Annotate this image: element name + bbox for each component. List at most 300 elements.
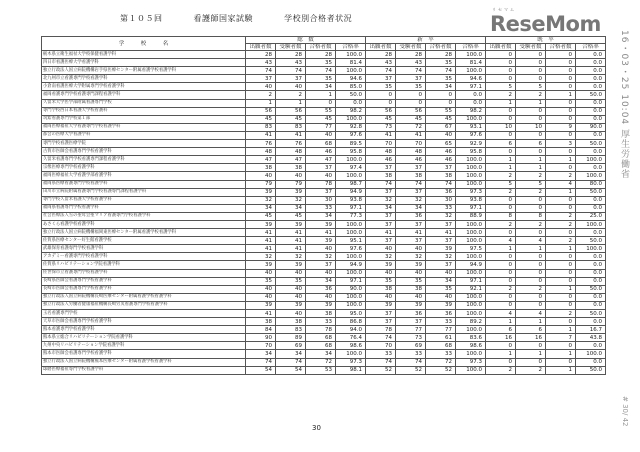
value-cell: 8: [516, 212, 546, 220]
value-cell: 78: [306, 180, 336, 188]
value-cell: 84: [246, 326, 276, 334]
school-name-cell: 福岡医療福祉大学看護学部看護学科: [42, 172, 246, 180]
table-row: [42, 301, 606, 309]
table-row: [42, 358, 606, 366]
value-cell: 40: [246, 172, 276, 180]
school-name-cell: 独立行政法人労働者健康福祉機構長崎労災看護専門学校看護学科: [42, 301, 246, 309]
value-cell: 0: [546, 204, 576, 212]
table-row: [42, 148, 606, 156]
value-cell: 37: [366, 310, 396, 318]
value-cell: 0: [546, 196, 576, 204]
value-cell: 37: [366, 75, 396, 83]
value-cell: 83: [246, 123, 276, 131]
value-cell: 41: [366, 229, 396, 237]
value-cell: 0: [396, 91, 426, 99]
value-cell: 1: [486, 245, 516, 253]
value-cell: 46: [306, 148, 336, 156]
value-cell: 47: [276, 156, 306, 164]
subcolumn-header: 合格者数: [426, 44, 456, 51]
school-name-cell: 久留米大学医学部附属看護専門学校: [42, 99, 246, 107]
value-cell: 39: [396, 301, 426, 309]
value-cell: 0: [546, 99, 576, 107]
value-cell: 2: [546, 237, 576, 245]
table-row: [42, 212, 606, 220]
value-cell: 100.0: [576, 156, 606, 164]
value-cell: 40: [276, 293, 306, 301]
value-cell: 86.8: [336, 318, 366, 326]
value-cell: 100.0: [456, 67, 486, 75]
value-cell: 97.3: [456, 188, 486, 196]
value-cell: 0.0: [576, 293, 606, 301]
value-cell: 1: [246, 99, 276, 107]
school-name-cell: 佐賀県医療センター好生館看護学校: [42, 237, 246, 245]
value-cell: 1: [546, 91, 576, 99]
value-cell: 32: [366, 196, 396, 204]
value-cell: 37: [396, 237, 426, 245]
school-name-cell: 都会の医療大学看護学科: [42, 131, 246, 139]
value-cell: 9: [546, 123, 576, 131]
value-cell: 37: [426, 220, 456, 228]
value-cell: 2: [486, 220, 516, 228]
value-cell: 72: [306, 358, 336, 366]
value-cell: 74: [396, 180, 426, 188]
value-cell: 0: [486, 204, 516, 212]
value-cell: 32: [366, 253, 396, 261]
value-cell: 0: [486, 196, 516, 204]
value-cell: 0.0: [576, 164, 606, 172]
value-cell: 38: [246, 164, 276, 172]
value-cell: 33: [366, 350, 396, 358]
value-cell: 5: [516, 180, 546, 188]
document-header: [120, 13, 380, 24]
value-cell: 94.9: [456, 261, 486, 269]
value-cell: 5: [486, 83, 516, 91]
table-row: [42, 220, 606, 228]
value-cell: 0.0: [576, 196, 606, 204]
value-cell: 1: [486, 350, 516, 358]
school-name-cell: 熊本県立総合リハビリテーション学院看護学科: [42, 334, 246, 342]
value-cell: 40: [276, 172, 306, 180]
value-cell: 37: [396, 75, 426, 83]
value-cell: 3: [546, 140, 576, 148]
value-cell: 0.0: [576, 301, 606, 309]
subcolumn-header: 合格者数: [546, 44, 576, 51]
table-row: [42, 237, 606, 245]
school-name-cell: 専門学校西日本看護大学校看護科: [42, 107, 246, 115]
value-cell: 47: [246, 156, 276, 164]
value-cell: 37: [396, 220, 426, 228]
value-cell: 78: [366, 326, 396, 334]
value-cell: 35: [306, 75, 336, 83]
value-cell: 37: [426, 261, 456, 269]
value-cell: 1: [486, 164, 516, 172]
value-cell: 74: [246, 358, 276, 366]
value-cell: 0.0: [576, 253, 606, 261]
value-cell: 0: [366, 91, 396, 99]
value-cell: 43.8: [576, 334, 606, 342]
value-cell: 40: [366, 269, 396, 277]
value-cell: 1: [486, 99, 516, 107]
page-number: 30: [312, 424, 321, 432]
value-cell: 50.0: [576, 285, 606, 293]
value-cell: 100.0: [456, 172, 486, 180]
school-name-cell: 福岡県医療看護専門学校看護学科: [42, 180, 246, 188]
value-cell: 38: [246, 318, 276, 326]
value-cell: 33: [306, 318, 336, 326]
value-cell: 40: [276, 310, 306, 318]
value-cell: 94.6: [336, 75, 366, 83]
value-cell: 0: [486, 269, 516, 277]
value-cell: 37: [366, 237, 396, 245]
value-cell: 1: [516, 99, 546, 107]
value-cell: 47: [306, 156, 336, 164]
value-cell: 36: [396, 310, 426, 318]
value-cell: 40: [306, 269, 336, 277]
value-cell: 39: [366, 261, 396, 269]
value-cell: 68: [306, 342, 336, 350]
value-cell: 5: [516, 83, 546, 91]
fax-page-marker: # 30/ 42: [621, 396, 629, 427]
value-cell: 0: [516, 269, 546, 277]
table-row: [42, 245, 606, 253]
value-cell: 100.0: [336, 229, 366, 237]
value-cell: 90: [246, 334, 276, 342]
value-cell: 38: [396, 285, 426, 293]
value-cell: 0.0: [576, 59, 606, 67]
value-cell: 0.0: [576, 269, 606, 277]
value-cell: 46: [396, 156, 426, 164]
value-cell: 97.1: [456, 277, 486, 285]
value-cell: 100.0: [456, 301, 486, 309]
value-cell: 0: [546, 51, 576, 59]
value-cell: 93.1: [456, 123, 486, 131]
value-cell: 94.9: [336, 261, 366, 269]
school-name-cell: 佐賀県リハビリテーション学院看護学科: [42, 261, 246, 269]
value-cell: 2: [516, 285, 546, 293]
value-cell: 100.0: [576, 245, 606, 253]
school-name-cell: 独立行政法人国立病院機構熊本医療センター附属看護学校看護学科: [42, 358, 246, 366]
value-cell: 32: [276, 196, 306, 204]
value-cell: 40: [246, 83, 276, 91]
value-cell: 36: [306, 285, 336, 293]
resemom-logo: [488, 7, 628, 36]
value-cell: 37: [306, 188, 336, 196]
table-row: [42, 123, 606, 131]
value-cell: 100.0: [456, 350, 486, 358]
value-cell: 95.8: [336, 148, 366, 156]
value-cell: 73: [366, 123, 396, 131]
subcolumn-header: 出願者数: [246, 44, 276, 51]
value-cell: 36: [396, 212, 426, 220]
value-cell: 43: [276, 59, 306, 67]
value-cell: 34: [396, 204, 426, 212]
fax-stamp: [618, 30, 638, 210]
value-cell: 0: [546, 148, 576, 156]
value-cell: 34: [306, 83, 336, 91]
value-cell: 0.0: [576, 148, 606, 156]
value-cell: 50.0: [576, 310, 606, 318]
subcolumn-header: 受験者数: [396, 44, 426, 51]
value-cell: 25.0: [576, 212, 606, 220]
value-cell: 54: [246, 366, 276, 374]
school-name-cell: 独立行政法人国立病院機構福岡東医療センター附属看護学校看護学科: [42, 229, 246, 237]
value-cell: 16: [486, 334, 516, 342]
value-cell: 41: [426, 229, 456, 237]
school-name-cell: 長崎県医師会看護専門学校看護学科: [42, 277, 246, 285]
value-cell: 0: [516, 261, 546, 269]
value-cell: 1: [486, 156, 516, 164]
value-cell: 37: [246, 75, 276, 83]
value-cell: 68: [306, 140, 336, 148]
value-cell: 100.0: [456, 229, 486, 237]
value-cell: 1: [546, 326, 576, 334]
value-cell: 33: [426, 318, 456, 326]
value-cell: 100.0: [456, 220, 486, 228]
value-cell: 85.0: [336, 83, 366, 91]
value-cell: 100.0: [336, 51, 366, 59]
value-cell: 0.0: [336, 99, 366, 107]
value-cell: 100.0: [336, 301, 366, 309]
value-cell: 0: [546, 269, 576, 277]
value-cell: 0: [546, 59, 576, 67]
value-cell: 33: [396, 350, 426, 358]
value-cell: 98.1: [336, 366, 366, 374]
logo-brand: ReseMom: [490, 12, 601, 36]
value-cell: 89.2: [456, 318, 486, 326]
value-cell: 0: [546, 253, 576, 261]
value-cell: 50.0: [576, 237, 606, 245]
value-cell: 41: [276, 229, 306, 237]
table-row: [42, 229, 606, 237]
value-cell: 39: [426, 245, 456, 253]
value-cell: 55: [306, 107, 336, 115]
value-cell: 70: [366, 140, 396, 148]
value-cell: 100.0: [456, 51, 486, 59]
value-cell: 40: [306, 293, 336, 301]
value-cell: 0: [516, 67, 546, 75]
value-cell: 50.0: [576, 188, 606, 196]
value-cell: 0.0: [576, 318, 606, 326]
value-cell: 37: [366, 188, 396, 196]
value-cell: 45: [426, 115, 456, 123]
value-cell: 41: [276, 245, 306, 253]
value-cell: 34: [306, 350, 336, 358]
value-cell: 2: [486, 188, 516, 196]
subcolumn-header: 合格率: [336, 44, 366, 51]
exam-name: 看護師国家試験: [193, 14, 254, 23]
value-cell: 93.8: [336, 196, 366, 204]
value-cell: 1: [306, 91, 336, 99]
subcolumn-header: 合格者数: [306, 44, 336, 51]
value-cell: 48: [276, 148, 306, 156]
school-column-header: 学 校 名: [42, 37, 246, 51]
value-cell: 35: [426, 75, 456, 83]
value-cell: 2: [546, 220, 576, 228]
value-cell: 43: [396, 59, 426, 67]
value-cell: 98.6: [456, 342, 486, 350]
table-row: [42, 67, 606, 75]
value-cell: 39: [246, 301, 276, 309]
value-cell: 46: [366, 156, 396, 164]
value-cell: 76.4: [336, 334, 366, 342]
value-cell: 69: [276, 342, 306, 350]
value-cell: 32: [246, 196, 276, 204]
table-row: [42, 269, 606, 277]
table-row: [42, 261, 606, 269]
value-cell: 100.0: [336, 220, 366, 228]
school-name-cell: 宗像医療専門学校看護学科: [42, 164, 246, 172]
value-cell: 74: [276, 358, 306, 366]
table-row: [42, 334, 606, 342]
value-cell: 74: [426, 180, 456, 188]
value-cell: 95.1: [336, 237, 366, 245]
table-row: [42, 115, 606, 123]
value-cell: 35: [426, 285, 456, 293]
value-cell: 77: [306, 123, 336, 131]
value-cell: 28: [246, 51, 276, 59]
value-cell: 34: [276, 204, 306, 212]
value-cell: 6: [486, 326, 516, 334]
value-cell: 89.5: [336, 140, 366, 148]
value-cell: 35: [246, 277, 276, 285]
value-cell: 2: [486, 172, 516, 180]
value-cell: 4: [486, 237, 516, 245]
value-cell: 0.0: [576, 75, 606, 83]
value-cell: 16: [516, 334, 546, 342]
group-header-new-grad: 新 卒: [366, 37, 486, 44]
value-cell: 100.0: [336, 172, 366, 180]
value-cell: 0: [486, 293, 516, 301]
value-cell: 34: [276, 350, 306, 358]
value-cell: 0: [486, 67, 516, 75]
value-cell: 48: [246, 148, 276, 156]
group-header-past-grad: 既 卒: [486, 37, 606, 44]
value-cell: 0.0: [576, 83, 606, 91]
value-cell: 45: [276, 115, 306, 123]
school-name-cell: 久留米看護専門学校看護専門課程看護学科: [42, 156, 246, 164]
school-name-cell: 古賀市医師会看護専門学校看護学科: [42, 148, 246, 156]
value-cell: 37: [306, 261, 336, 269]
value-cell: 0: [546, 229, 576, 237]
value-cell: 74: [366, 180, 396, 188]
value-cell: 2: [516, 91, 546, 99]
school-name-cell: 天草市医師会看護専門学校看護学科: [42, 318, 246, 326]
value-cell: 56: [396, 107, 426, 115]
table-row: [42, 204, 606, 212]
value-cell: 94.0: [336, 326, 366, 334]
school-name-cell: 佐世保市立看護専門学校看護学科: [42, 269, 246, 277]
value-cell: 39: [306, 301, 336, 309]
value-cell: 0: [486, 107, 516, 115]
value-cell: 38: [306, 310, 336, 318]
subcolumn-header: 合格率: [576, 44, 606, 51]
value-cell: 0.0: [576, 131, 606, 139]
value-cell: 74: [366, 334, 396, 342]
value-cell: 94.6: [456, 75, 486, 83]
value-cell: 94.9: [336, 188, 366, 196]
value-cell: 39: [366, 301, 396, 309]
value-cell: 39: [246, 188, 276, 196]
value-cell: 97.1: [336, 277, 366, 285]
school-name-cell: あさくら看護学校看護学科: [42, 220, 246, 228]
value-cell: 68: [426, 342, 456, 350]
value-cell: 32: [426, 253, 456, 261]
value-cell: 97.1: [456, 204, 486, 212]
value-cell: 40: [366, 293, 396, 301]
value-cell: 0: [516, 107, 546, 115]
value-cell: 0: [546, 164, 576, 172]
value-cell: 1: [546, 156, 576, 164]
value-cell: 83: [276, 326, 306, 334]
value-cell: 0.0: [576, 261, 606, 269]
value-cell: 28: [306, 51, 336, 59]
school-name-cell: 玉名看護専門学校: [42, 310, 246, 318]
school-name-cell: 専門学校看護医療学院: [42, 140, 246, 148]
value-cell: 0: [486, 253, 516, 261]
value-cell: 48: [396, 148, 426, 156]
value-cell: 45: [306, 115, 336, 123]
value-cell: 2: [546, 212, 576, 220]
value-cell: 97.1: [456, 83, 486, 91]
value-cell: 6: [486, 140, 516, 148]
value-cell: 81.4: [456, 59, 486, 67]
value-cell: 33: [306, 204, 336, 212]
value-cell: 0: [486, 51, 516, 59]
value-cell: 52: [366, 366, 396, 374]
value-cell: 78: [306, 326, 336, 334]
value-cell: 74: [396, 358, 426, 366]
school-name-cell: 福岡看護専門学校看護専門課程看護学科: [42, 91, 246, 99]
value-cell: 0.0: [576, 107, 606, 115]
value-cell: 40: [396, 293, 426, 301]
value-cell: 40: [426, 293, 456, 301]
value-cell: 35: [426, 59, 456, 67]
value-cell: 37: [426, 237, 456, 245]
value-cell: 0: [486, 277, 516, 285]
value-cell: 0: [546, 342, 576, 350]
value-cell: 34: [246, 204, 276, 212]
school-name-cell: 福岡医療福祉大学看護専門学校看護学科: [42, 123, 246, 131]
school-name-cell: 独立行政法人国立病院機構岩手県医療センター附属看護学校看護学科: [42, 67, 246, 75]
value-cell: 37: [396, 318, 426, 326]
value-cell: 100.0: [576, 350, 606, 358]
value-cell: 74: [396, 67, 426, 75]
value-cell: 34: [306, 212, 336, 220]
subcolumn-header: 合格率: [456, 44, 486, 51]
value-cell: 36: [426, 310, 456, 318]
value-cell: 1: [546, 188, 576, 196]
value-cell: 32: [426, 212, 456, 220]
value-cell: 41: [276, 237, 306, 245]
value-cell: 55: [426, 107, 456, 115]
value-cell: 100.0: [456, 269, 486, 277]
value-cell: 79: [276, 180, 306, 188]
school-name-cell: 専門学校久留米看護大学校看護学科: [42, 196, 246, 204]
value-cell: 0: [486, 75, 516, 83]
value-cell: 83.6: [456, 334, 486, 342]
value-cell: 0.0: [576, 229, 606, 237]
school-name-cell: 武雄保育看護専門学校看護学科: [42, 245, 246, 253]
value-cell: 95.8: [456, 148, 486, 156]
group-header-total: 総 数: [246, 37, 366, 44]
value-cell: 1: [276, 99, 306, 107]
value-cell: 68: [306, 334, 336, 342]
value-cell: 72: [426, 358, 456, 366]
table-row: [42, 253, 606, 261]
value-cell: 1: [546, 245, 576, 253]
value-cell: 1: [546, 350, 576, 358]
value-cell: 39: [426, 301, 456, 309]
